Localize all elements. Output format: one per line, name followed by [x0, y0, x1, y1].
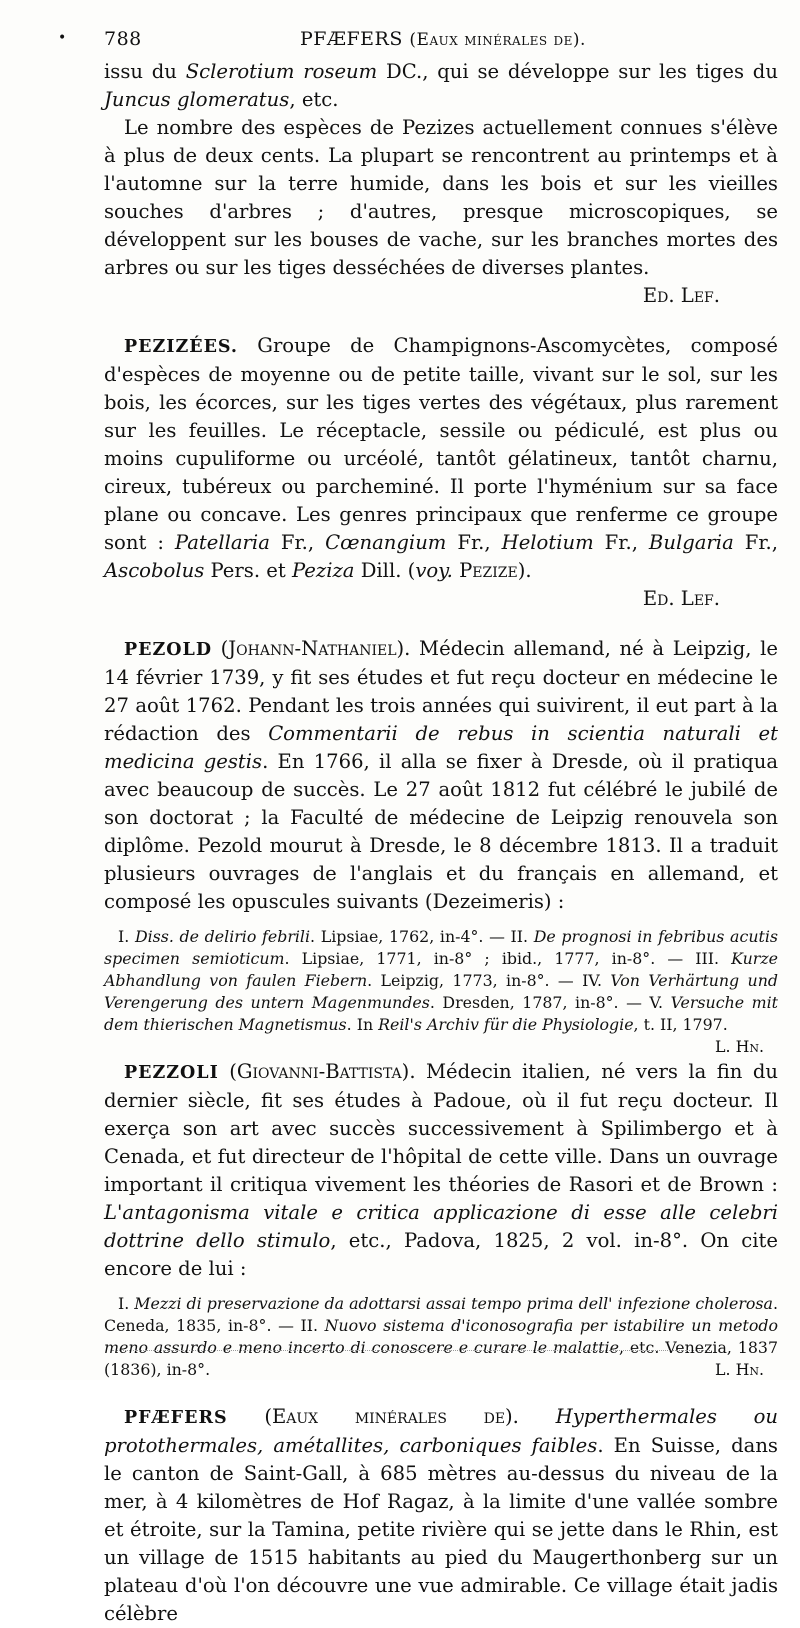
running-title-paren: (Eaux minérales de). — [409, 30, 586, 50]
work-title: De prognosi in febribus acutis specimen semioticum — [104, 927, 778, 968]
headword: PEZIZÉES. — [124, 337, 239, 357]
work-title: Kurze Abhandlung von faulen Fiebern — [104, 949, 779, 990]
bibliography-note — [104, 1293, 778, 1381]
species-name: Sclerotium roseum — [185, 60, 378, 83]
headword: PEZZOLI — [124, 1063, 219, 1083]
text: , etc., Padova, 1825, 2 vol. in-8°. On cite encore de lui : — [104, 1229, 778, 1280]
intro-paragraph: Le nombre des espèces de Pezizes actuellement connues s'élève à plus de deux cents. La plupart se rencontrent au printemps et à l'automne sur la terre humide, dans les bois et sur les vieilles souches d'arbres ; d'autres, presque microscopiques, se développent sur les bouses de vache, sur les branches mortes des arbres ou sur les tiges desséchées de diverses plantes. — [104, 116, 778, 279]
work-title: Mezzi di preservazione da adottarsi assai tempo prima dell' infezione cholerosa — [134, 1294, 773, 1313]
text: Groupe de Champignons-Ascomycètes, composé d'espèces de moyenne ou de petite taille, vivant sur le sol, sur les bois, les écorces, sur les tiges vertes des végétaux, plus rarement sur les feuilles. Le réceptacle, sessile ou pédiculé, est plus ou moins cupuliforme ou urcéolé, tantôt gélatineux, tantôt charnu, cireux, tubéreux ou parcheminé. Il porte l'hyménium sur sa face plane ou concave. Les genres principaux que renferme ce groupe sont : — [104, 334, 778, 554]
headword: PFÆFERS — [124, 1408, 228, 1428]
work-title: L'antagonisma vitale e critica applicazione di esse alle celebri dottrine dello stimulo — [104, 1201, 778, 1252]
text: I. — [118, 927, 135, 946]
text: Fr., — [446, 531, 502, 554]
signature-row — [104, 585, 778, 613]
intro-line — [104, 58, 778, 114]
page-number: 788 — [104, 28, 142, 50]
text: Dill. ( — [354, 559, 416, 582]
journal-title: Reil's Archiv für die Physiologie — [378, 1015, 634, 1034]
genus-name: Ascobolus — [104, 559, 205, 582]
genus-name: Cœnangium — [325, 531, 447, 554]
entry-paragraph — [104, 1403, 778, 1628]
text: . Leipzig, 1773, in-8°. — IV. — [367, 971, 611, 990]
text: I. — [118, 1294, 135, 1313]
headword-qualifier: (Eaux minérales de). — [227, 1405, 519, 1428]
running-title — [300, 28, 586, 50]
text: , etc. Venezia, 1837 (1836), in-8°. — [104, 1338, 778, 1379]
text: Fr., — [269, 531, 326, 554]
text: Médecin allemand, né à Leipzig, le 14 février 1739, y fit ses études et fut reçu docteur en médecine le 27 août 1762. Pendant les trois années qui suivirent, il eut part à la rédaction des — [104, 637, 778, 745]
margin-mark: • — [58, 30, 67, 46]
work-title: Diss. de delirio febrili — [134, 927, 311, 946]
author-signature: L. Hn. — [715, 1037, 764, 1056]
running-title-word: PFÆFERS — [300, 28, 403, 50]
work-title: Commentarii de rebus in scientia naturali et medicina gestis — [104, 722, 778, 773]
genus-name: Patellaria — [174, 531, 270, 554]
work-title: Versuche mit dem thierischen Magnetismus — [104, 993, 778, 1034]
entry-paragraph — [104, 635, 778, 916]
see-also: voy. — [415, 559, 453, 582]
entry-pezizees — [104, 332, 778, 613]
species-name: Juncus glomeratus — [104, 88, 290, 111]
text: . Dresden, 1787, in-8°. — V. — [429, 993, 671, 1012]
text: . En Suisse, dans le canton de Saint-Gall, à 685 mètres au-dessus du niveau de la mer, à 4 kilomètres de Hof Ragaz, à la limite d'une vallée sombre et étroite, sur la Tamina, petite rivière qui se jette dans le Rhin, est un village de 1515 habitants au pied du Maugerthonberg sur un plateau d'où l'on découvre une vue admirable. Ce village était jadis célèbre — [104, 1434, 778, 1625]
genus-name: Peziza — [291, 559, 355, 582]
text: . Ceneda, 1835, in-8°. — II. — [104, 1294, 778, 1335]
text: , etc. — [289, 88, 339, 111]
text: Pers. et — [204, 559, 292, 582]
genus-name: Helotium — [501, 531, 594, 554]
signature-row — [104, 282, 778, 310]
cross-reference: Pezize — [452, 559, 518, 582]
text: Fr., — [593, 531, 649, 554]
work-title: Nuovo sistema d'iconosografia per istabilire un metodo meno assurdo e meno incerto di conoscere e curare le malattie — [104, 1316, 778, 1357]
text: . Lipsiae, 1771, in-8° ; ibid., 1777, in-8°. — III. — [284, 949, 732, 968]
entry-pfaefers — [104, 1403, 778, 1628]
author-signature: Ed. Lef. — [642, 284, 720, 307]
text: ). — [517, 559, 532, 582]
classification: Hyperthermales ou protothermales, amétallites, carboniques faibles — [104, 1405, 778, 1457]
text: . En 1766, il alla se fixer à Dresde, où il pratiqua avec beaucoup de succès. Le 27 août 1812 fut célébré le jubilé de son doctorat ; la Faculté de médecine de Leipzig renouvela son diplôme. Pezold mourut à Dresde, le 8 décembre 1813. Il a traduit plusieurs ouvrages de l'anglais et du français en allemand, et composé les opuscules suivants (Dezeimeris) : — [104, 750, 778, 913]
continued-entry — [104, 58, 778, 310]
entry-pezzoli — [104, 1058, 778, 1381]
entry-paragraph — [104, 332, 778, 585]
genus-name: Bulgaria — [648, 531, 734, 554]
bibliography-note — [104, 926, 779, 1056]
text: , t. II, 1797. — [633, 1015, 728, 1034]
text: Médecin italien, né vers la fin du dernier siècle, fit ses études à Padoue, où il fut reçu docteur. Il exerça son art avec succès successivement à Spilimbergo et à Cenada, et fut directeur de l'hôpital de cette ville. Dans un ouvrage important il critiqua vivement les théories de Rasori et de Brown : — [104, 1060, 778, 1196]
text: . Lipsiae, 1762, in-4°. — II. — [310, 927, 534, 946]
person-name: (Giovanni-Battista). — [218, 1060, 416, 1083]
text: issu du — [104, 60, 186, 83]
headword: PEZOLD — [124, 640, 212, 660]
footer-dotted-rule — [112, 1350, 710, 1351]
author-signature: L. Hn. — [715, 1360, 764, 1379]
work-title: Von Verhärtung und Verengerung des untern Magenmundes — [104, 971, 778, 1012]
text: Fr., — [733, 531, 778, 554]
entry-pezold — [104, 635, 779, 1056]
running-header — [58, 28, 778, 58]
text: . In — [346, 1015, 379, 1034]
author-signature: Ed. Lef. — [642, 587, 720, 610]
person-name: (Johann-Nathaniel). — [212, 637, 411, 660]
entry-paragraph — [104, 1058, 778, 1283]
text: DC., qui se développe sur les tiges du — [377, 60, 778, 83]
